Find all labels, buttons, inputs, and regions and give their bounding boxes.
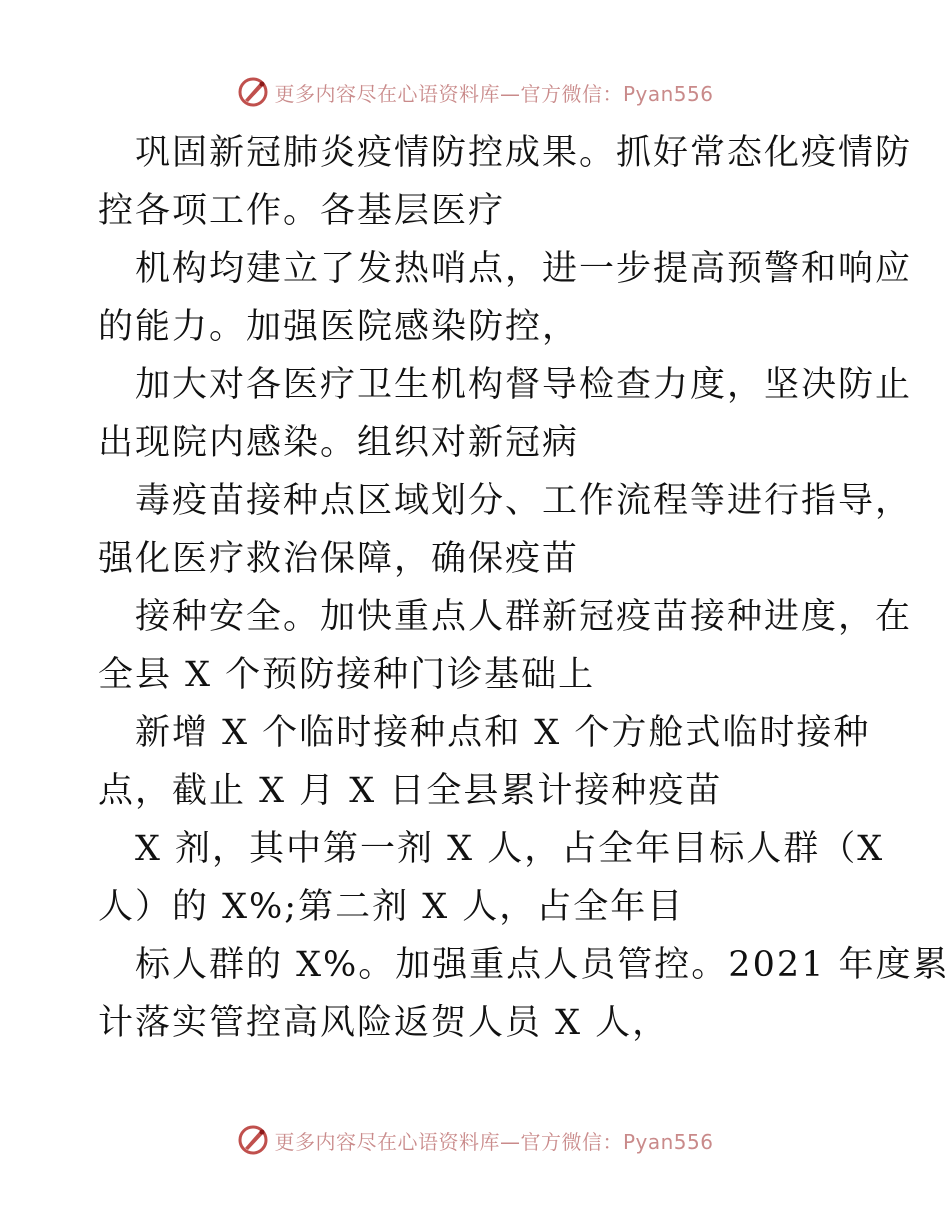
text-line: 标人群的 X%。加强重点人员管控。2021 年度累 xyxy=(135,945,950,985)
text-line: 出现院内感染。组织对新冠病 xyxy=(98,423,580,463)
text-line: 控各项工作。各基层医疗 xyxy=(98,191,506,231)
text-line: 毒疫苗接种点区域划分、工作流程等进行指导， xyxy=(135,481,913,521)
text-line: 加大对各医疗卫生机构督导检查力度，坚决防止 xyxy=(135,365,913,405)
watermark-text: 更多内容尽在心语资料库—官方微信：Pyan556 xyxy=(274,1129,714,1154)
watermark-text: 更多内容尽在心语资料库—官方微信：Pyan556 xyxy=(274,81,714,106)
text-line: 强化医疗救治保障，确保疫苗 xyxy=(98,539,580,579)
text-line: 全县 X 个预防接种门诊基础上 xyxy=(98,655,596,695)
text-line: 点，截止 X 月 X 日全县累计接种疫苗 xyxy=(98,771,723,811)
text-line: 接种安全。加快重点人群新冠疫苗接种进度，在 xyxy=(135,597,913,637)
pen-circle-logo-icon xyxy=(236,75,270,109)
text-line: 的能力。加强医院感染防控， xyxy=(98,307,580,347)
watermark-header xyxy=(0,72,950,112)
text-line: 新增 X 个临时接种点和 X 个方舱式临时接种 xyxy=(135,713,871,753)
text-line: 巩固新冠肺炎疫情防控成果。抓好常态化疫情防 xyxy=(135,133,913,173)
text-line: X 剂，其中第一剂 X 人，占全年目标人群（X xyxy=(135,829,885,869)
text-line: 机构均建立了发热哨点，进一步提高预警和响应 xyxy=(135,249,913,289)
text-line: 人）的 X%;第二剂 X 人，占全年目 xyxy=(98,887,685,927)
watermark-footer xyxy=(0,1120,950,1160)
document-body xyxy=(98,124,950,1052)
text-line: 计落实管控高风险返贺人员 X 人， xyxy=(98,1003,670,1043)
pen-circle-logo-icon xyxy=(236,1123,270,1157)
